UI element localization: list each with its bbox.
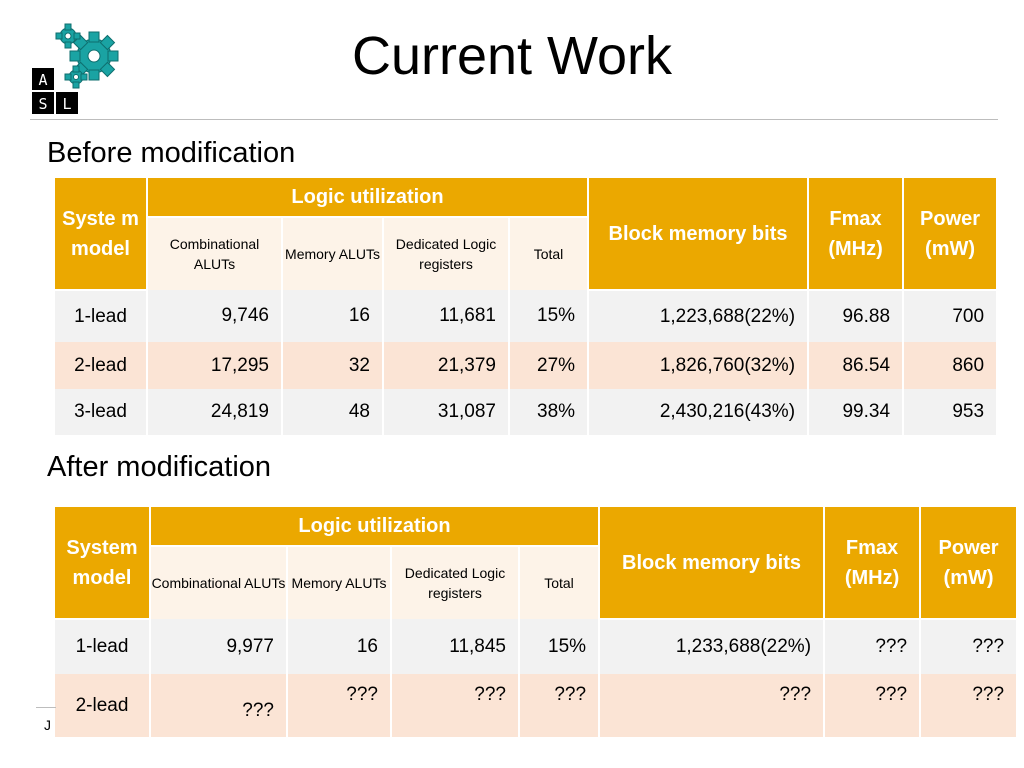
cell-block-memory: 1,223,688(22%) bbox=[588, 290, 808, 342]
header-fmax: Fmax (MHz) bbox=[824, 506, 920, 619]
cell-block-memory: 1,233,688(22%) bbox=[599, 619, 824, 674]
header-power: Power (mW) bbox=[920, 506, 1017, 619]
subheader-combinational-aluts: Combinational ALUTs bbox=[147, 217, 282, 290]
section-heading-after: After modification bbox=[47, 451, 272, 483]
subheader-dedicated-logic-registers: Dedicated Logic registers bbox=[391, 546, 519, 619]
footer-text: J bbox=[44, 717, 51, 733]
table-row bbox=[54, 290, 997, 342]
table-after-modification bbox=[53, 505, 1018, 737]
cell-memory: ??? bbox=[287, 674, 391, 737]
cell-power: 860 bbox=[903, 342, 997, 389]
table-row bbox=[54, 389, 997, 435]
cell-block-memory: 1,826,760(32%) bbox=[588, 342, 808, 389]
table-row bbox=[54, 674, 1017, 737]
subheader-combinational-aluts: Combinational ALUTs bbox=[150, 546, 287, 619]
subheader-total: Total bbox=[509, 217, 588, 290]
header-logic-utilization: Logic utilization bbox=[150, 506, 599, 546]
cell-block-memory: ??? bbox=[599, 674, 824, 737]
header-logic-utilization: Logic utilization bbox=[147, 177, 588, 217]
header-block-memory-bits: Block memory bits bbox=[599, 506, 824, 619]
cell-fmax: ??? bbox=[824, 674, 920, 737]
cell-total: 38% bbox=[509, 389, 588, 435]
cell-memory: 48 bbox=[282, 389, 383, 435]
cell-fmax: ??? bbox=[824, 619, 920, 674]
cell-total: ??? bbox=[519, 674, 599, 737]
cell-system-model: 1-lead bbox=[54, 290, 147, 342]
header-system-model: System model bbox=[54, 506, 150, 619]
logo-letter-a: A bbox=[38, 71, 48, 89]
cell-block-memory: 2,430,216(43%) bbox=[588, 389, 808, 435]
table-row bbox=[54, 342, 997, 389]
cell-combinational: 24,819 bbox=[147, 389, 282, 435]
table-row bbox=[54, 619, 1017, 674]
header-power: Power (mW) bbox=[903, 177, 997, 290]
header-block-memory-bits: Block memory bits bbox=[588, 177, 808, 290]
title-divider bbox=[30, 119, 998, 120]
subheader-dedicated-logic-registers: Dedicated Logic registers bbox=[383, 217, 509, 290]
logo-letter-l: L bbox=[62, 95, 72, 113]
cell-registers: ??? bbox=[391, 674, 519, 737]
cell-registers: 21,379 bbox=[383, 342, 509, 389]
footer-divider bbox=[36, 707, 56, 708]
logo-letter-s: S bbox=[38, 95, 48, 113]
cell-power: ??? bbox=[920, 619, 1017, 674]
subheader-total: Total bbox=[519, 546, 599, 619]
cell-system-model: 2-lead bbox=[54, 342, 147, 389]
cell-power: 953 bbox=[903, 389, 997, 435]
cell-registers: 11,681 bbox=[383, 290, 509, 342]
cell-system-model: 2-lead bbox=[54, 674, 150, 737]
cell-total: 15% bbox=[519, 619, 599, 674]
cell-fmax: 86.54 bbox=[808, 342, 903, 389]
cell-system-model: 3-lead bbox=[54, 389, 147, 435]
cell-memory: 16 bbox=[287, 619, 391, 674]
cell-combinational: 17,295 bbox=[147, 342, 282, 389]
table-before-modification bbox=[53, 176, 998, 435]
cell-registers: 31,087 bbox=[383, 389, 509, 435]
cell-total: 15% bbox=[509, 290, 588, 342]
header-system-model: Syste m model bbox=[54, 177, 147, 290]
cell-memory: 32 bbox=[282, 342, 383, 389]
slide-title: Current Work bbox=[351, 26, 673, 86]
cell-fmax: 96.88 bbox=[808, 290, 903, 342]
cell-memory: 16 bbox=[282, 290, 383, 342]
cell-system-model: 1-lead bbox=[54, 619, 150, 674]
cell-fmax: 99.34 bbox=[808, 389, 903, 435]
cell-combinational: 9,977 bbox=[150, 619, 287, 674]
subheader-memory-aluts: Memory ALUTs bbox=[287, 546, 391, 619]
subheader-memory-aluts: Memory ALUTs bbox=[282, 217, 383, 290]
cell-power: ??? bbox=[920, 674, 1017, 737]
cell-total: 27% bbox=[509, 342, 588, 389]
header-fmax: Fmax (MHz) bbox=[808, 177, 903, 290]
cell-registers: 11,845 bbox=[391, 619, 519, 674]
cell-combinational: ??? bbox=[150, 674, 287, 737]
cell-combinational: 9,746 bbox=[147, 290, 282, 342]
section-heading-before: Before modification bbox=[47, 137, 296, 169]
cell-power: 700 bbox=[903, 290, 997, 342]
